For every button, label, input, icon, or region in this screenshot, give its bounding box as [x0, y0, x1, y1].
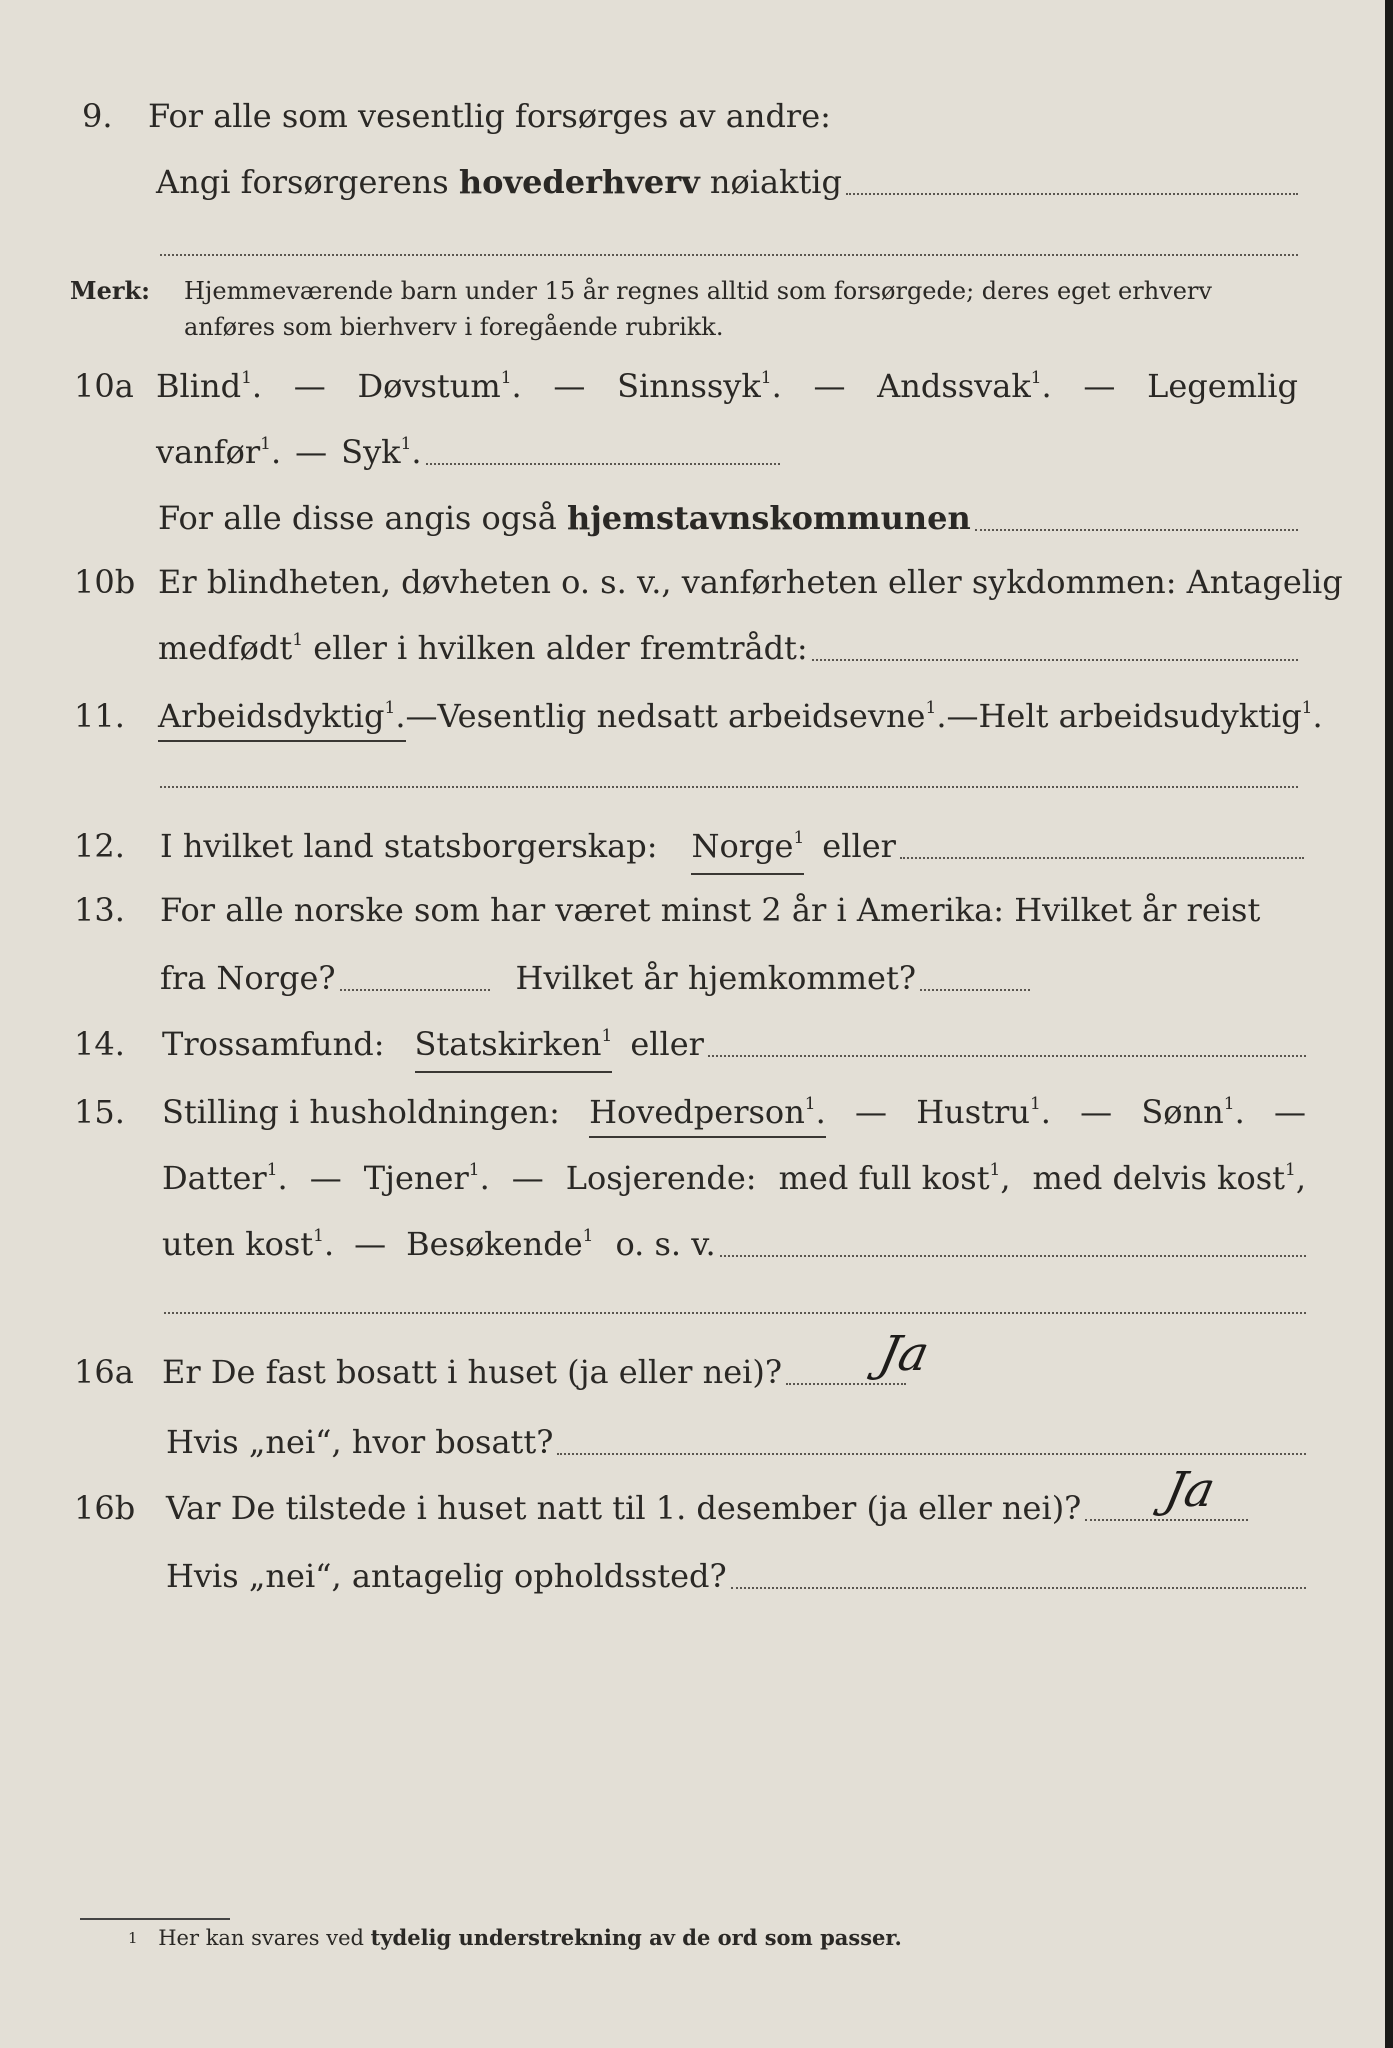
option-tjener[interactable]: Tjener$^1$. [363, 1159, 490, 1197]
q16b-line-1 [166, 1482, 1248, 1534]
q9-answer-field[interactable] [846, 193, 1298, 195]
dash: — [855, 1093, 888, 1131]
dash: — [553, 367, 586, 405]
footnote-text-a: Her kan svares ved [158, 1926, 371, 1950]
option-vanfor[interactable]: vanfør$^1$. [156, 433, 282, 471]
item-number-10a: 10a [74, 367, 134, 405]
losjerende-label: Losjerende: [565, 1159, 757, 1197]
dash: — [405, 697, 438, 735]
q16b-opphold-label: Hvis „nei“, antagelig opholdssted? [166, 1557, 727, 1595]
dash: — [1083, 367, 1116, 405]
option-uten-kost[interactable]: uten kost$^1$. [162, 1225, 335, 1263]
option-hovedperson-underlined[interactable]: Hovedperson$^1$. [589, 1086, 826, 1138]
q10a-line-3 [158, 492, 1298, 544]
option-vesentlig-nedsatt[interactable]: Vesentlig nedsatt arbeidsevne$^1$. [437, 697, 947, 735]
option-statskirken-underlined[interactable]: Statskirken$^1$ [415, 1018, 613, 1073]
q10b-line-2 [158, 622, 1298, 674]
merk-line-1: Hjemmeværende barn under 15 år regnes alltid som forsørgede; deres eget erhverv [184, 277, 1212, 305]
q10a-line-2 [156, 426, 780, 478]
q15-answer-field[interactable] [720, 1255, 1306, 1257]
q16a-hvor-label: Hvis „nei“, hvor bosatt? [166, 1423, 554, 1461]
q16b-label: Var De tilstede i huset natt til 1. desember (ja eller nei)? [166, 1489, 1082, 1527]
q9-extra-answer-line[interactable] [160, 254, 1298, 256]
q12-answer-field[interactable] [900, 857, 1304, 859]
item-number-16b: 16b [74, 1489, 136, 1527]
q16a-line-1 [162, 1346, 906, 1398]
option-andssvak[interactable]: Andssvak$^1$. [877, 367, 1052, 405]
item-number-13: 13. [74, 891, 125, 929]
q16a-line-2 [166, 1416, 1306, 1468]
q15-label: Stilling i husholdningen: [162, 1093, 560, 1131]
option-datter[interactable]: Datter$^1$. [162, 1159, 288, 1197]
option-arbeidsdyktig-underlined[interactable]: Arbeidsdyktig$^1$. [158, 690, 406, 742]
dash: — [1080, 1093, 1113, 1131]
q14-eller: eller [630, 1025, 704, 1063]
item-number-10b: 10b [74, 563, 136, 601]
dash: — [354, 1225, 387, 1263]
q13-hjemkommet-label: Hvilket år hjemkommet? [515, 959, 916, 997]
option-besokende[interactable]: Besøkende$^1$ [406, 1225, 594, 1263]
dash: — [309, 1159, 342, 1197]
q15-osv: o. s. v. [615, 1225, 716, 1263]
merk-label: Merk: [70, 276, 150, 305]
q16b-answer-field[interactable] [1085, 1519, 1248, 1521]
q10a-hjemstavn-label: For alle disse angis også hjemstavnskommunen [158, 499, 971, 537]
dash: — [1274, 1093, 1306, 1131]
q14-answer-field[interactable] [708, 1055, 1306, 1057]
dash: — [813, 367, 846, 405]
item-number-12: 12. [74, 827, 125, 865]
option-legemlig[interactable]: Legemlig [1147, 367, 1298, 405]
q12-eller: eller [822, 827, 896, 865]
q16a-answer-field[interactable] [786, 1383, 906, 1385]
q10a-line-1 [156, 360, 1298, 412]
q10b-label: medfødt$^1$ eller i hvilken alder fremtrådt: [158, 629, 808, 667]
q9-line-2[interactable] [156, 156, 1298, 208]
q15-line-2 [162, 1152, 1306, 1204]
q12-line-1 [160, 820, 1304, 872]
q10a-hjemstavn-field[interactable] [975, 529, 1298, 531]
q16b-opphold-field[interactable] [731, 1587, 1306, 1589]
dash: — [293, 367, 326, 405]
option-helt-arbeidsudyktig[interactable]: Helt arbeidsudyktig$^1$. [978, 697, 1323, 735]
item-number-16a: 16a [74, 1353, 134, 1391]
q10b-line-1: Er blindheten, døvheten o. s. v., vanførheten eller sykdommen: Antagelig [158, 563, 1343, 601]
q10a-answer-field[interactable] [426, 463, 780, 465]
q15-line-1 [162, 1086, 1306, 1138]
footnote [128, 1924, 902, 1952]
q16a-handwritten-answer: Ja [874, 1326, 934, 1382]
option-med-delvis-kost[interactable]: med delvis kost$^1$, [1032, 1159, 1306, 1197]
q15-extra-answer-line[interactable] [164, 1312, 1306, 1314]
option-hustru[interactable]: Hustru$^1$. [916, 1093, 1051, 1131]
option-sonn[interactable]: Sønn$^1$. [1141, 1093, 1245, 1131]
q16b-line-2 [166, 1550, 1306, 1602]
item-number-14: 14. [74, 1025, 125, 1063]
option-norge-underlined[interactable]: Norge$^1$ [691, 820, 804, 875]
q13-line-1: For alle norske som har været minst 2 år i Amerika: Hvilket år reist [160, 891, 1261, 929]
q13-line-2 [160, 952, 1030, 1004]
q10b-answer-field[interactable] [812, 659, 1298, 661]
footnote-rule [80, 1918, 230, 1920]
q16a-label: Er De fast bosatt i huset (ja eller nei)? [162, 1353, 783, 1391]
q14-line-1 [162, 1018, 1306, 1070]
q11-line-1 [158, 690, 1323, 742]
q14-label: Trossamfund: [162, 1025, 385, 1063]
merk-line-2: anføres som bierhverv i foregående rubrikk. [184, 313, 724, 341]
q11-answer-line[interactable] [160, 786, 1298, 788]
dash: — [511, 1159, 544, 1197]
footnote-text-b: tydelig understrekning av de ord som passer. [370, 1925, 902, 1950]
q15-line-3 [162, 1218, 1306, 1270]
q12-label: I hvilket land statsborgerskap: [160, 827, 658, 865]
option-med-full-kost[interactable]: med full kost$^1$, [778, 1159, 1011, 1197]
item-number-9: 9. [82, 97, 113, 135]
option-blind[interactable]: Blind$^1$. [156, 367, 263, 405]
q9-line-2-label: Angi forsørgerens hovederhverv nøiaktig [156, 163, 843, 201]
dash: — [946, 697, 979, 735]
q16a-hvor-field[interactable] [557, 1453, 1306, 1455]
item-number-15: 15. [74, 1093, 125, 1131]
footnote-marker: 1 [128, 1929, 138, 1947]
q13-reist-field[interactable] [340, 989, 490, 991]
q13-hjemkommet-field[interactable] [920, 989, 1030, 991]
option-sinnssyk[interactable]: Sinnssyk$^1$. [617, 367, 782, 405]
option-dovstum[interactable]: Døvstum$^1$. [357, 367, 522, 405]
q16b-handwritten-answer: Ja [1160, 1462, 1220, 1518]
q9-line-1: For alle som vesentlig forsørges av andre: [148, 97, 831, 135]
option-syk[interactable]: Syk$^1$. [341, 433, 422, 471]
q13-reist-label: fra Norge? [160, 959, 336, 997]
dash: — [295, 433, 328, 471]
item-number-11: 11. [74, 697, 125, 735]
